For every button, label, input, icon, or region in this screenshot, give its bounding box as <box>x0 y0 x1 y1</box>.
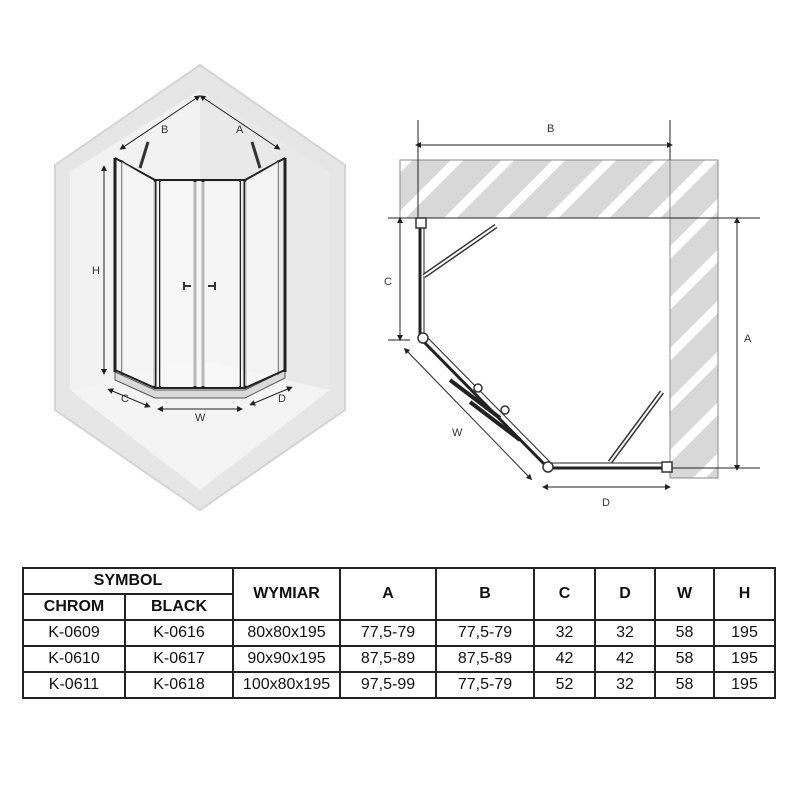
plan-label-a: A <box>744 333 752 345</box>
cell: K-0617 <box>125 646 233 672</box>
header-wymiar: WYMIAR <box>233 568 340 620</box>
cell: 42 <box>534 646 595 672</box>
cell: 42 <box>595 646 655 672</box>
side-wall <box>670 160 718 478</box>
plan-label-c: C <box>384 276 392 288</box>
header-d: D <box>595 568 655 620</box>
header-symbol: SYMBOL <box>23 568 233 594</box>
cell: 58 <box>655 646 714 672</box>
header-chrom: CHROM <box>23 594 125 620</box>
cell: 87,5-89 <box>436 646 534 672</box>
cell: 90x90x195 <box>233 646 340 672</box>
cell: 52 <box>534 672 595 698</box>
iso-label-b: B <box>161 124 169 136</box>
cell: 77,5-79 <box>436 672 534 698</box>
spec-table <box>22 567 776 699</box>
cell: 58 <box>655 620 714 646</box>
table-row <box>23 620 775 646</box>
cell: 97,5-99 <box>340 672 436 698</box>
cell: 100x80x195 <box>233 672 340 698</box>
cell: 58 <box>655 672 714 698</box>
plan-label-b: B <box>547 123 555 135</box>
cell: K-0609 <box>23 620 125 646</box>
cell: 80x80x195 <box>233 620 340 646</box>
cell: 77,5-79 <box>340 620 436 646</box>
cell: 77,5-79 <box>436 620 534 646</box>
cell: 195 <box>714 672 775 698</box>
cell: 195 <box>714 646 775 672</box>
iso-label-c: C <box>121 393 129 405</box>
header-black: BLACK <box>125 594 233 620</box>
cell: K-0618 <box>125 672 233 698</box>
header-h: H <box>714 568 775 620</box>
cell: 32 <box>595 672 655 698</box>
cell: 195 <box>714 620 775 646</box>
iso-label-a: A <box>236 124 244 136</box>
plan-label-d: D <box>602 497 610 509</box>
header-c: C <box>534 568 595 620</box>
plan-label-w: W <box>452 427 463 439</box>
cell: K-0616 <box>125 620 233 646</box>
table-row <box>23 672 775 698</box>
cell: 32 <box>534 620 595 646</box>
cell: 32 <box>595 620 655 646</box>
header-b: B <box>436 568 534 620</box>
table-row <box>23 646 775 672</box>
cell: K-0610 <box>23 646 125 672</box>
header-a: A <box>340 568 436 620</box>
iso-label-w: W <box>195 412 206 424</box>
header-w: W <box>655 568 714 620</box>
iso-label-d: D <box>278 393 286 405</box>
cell: 87,5-89 <box>340 646 436 672</box>
cell: K-0611 <box>23 672 125 698</box>
iso-label-h: H <box>92 265 100 277</box>
